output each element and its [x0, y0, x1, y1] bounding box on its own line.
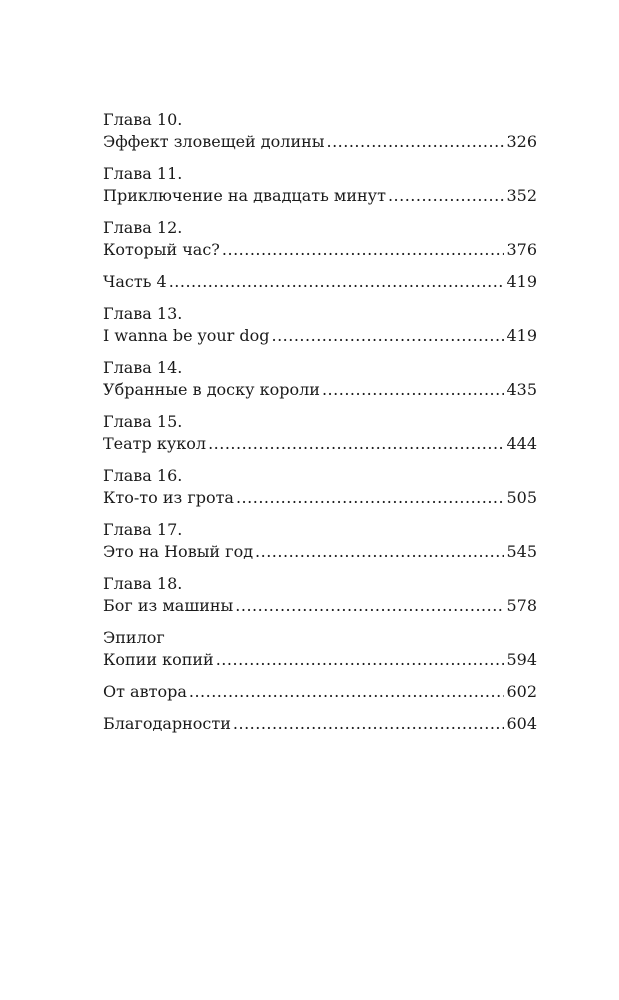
toc-title: От автора [103, 682, 187, 701]
toc-title-line [103, 379, 537, 401]
toc-heading-text: Глава 18. [103, 574, 183, 593]
toc-title: Эффект зловещей долины [103, 132, 325, 151]
toc-page-number: 578 [506, 596, 537, 615]
toc-heading [103, 411, 537, 433]
toc-title: Приключение на двадцать минут [103, 186, 386, 205]
toc-entry-chapter-17 [103, 519, 537, 563]
toc-entry-epilogue [103, 627, 537, 671]
toc-heading-text: Глава 15. [103, 412, 183, 431]
toc-entry-chapter-13 [103, 303, 537, 347]
toc-heading [103, 627, 537, 649]
toc-heading [103, 217, 537, 239]
toc-title-line [103, 595, 537, 617]
toc-title-line [103, 713, 537, 735]
toc-page-number: 604 [506, 714, 537, 733]
toc-entry-from-author [103, 681, 537, 703]
dot-leader [222, 239, 505, 261]
toc-page-number: 352 [506, 186, 537, 205]
toc-heading [103, 303, 537, 325]
dot-leader [233, 713, 505, 735]
toc-heading-text: Глава 10. [103, 110, 183, 129]
toc-page-number: 444 [506, 434, 537, 453]
dot-leader [388, 185, 505, 207]
table-of-contents [103, 109, 537, 735]
toc-entry-chapter-18 [103, 573, 537, 617]
toc-title-line [103, 433, 537, 455]
toc-page-number: 376 [506, 240, 537, 259]
toc-title: Часть 4 [103, 272, 167, 291]
toc-heading-text: Эпилог [103, 628, 165, 647]
toc-entry-part-4 [103, 271, 537, 293]
toc-title-line [103, 541, 537, 563]
toc-heading-text: Глава 13. [103, 304, 183, 323]
toc-heading-text: Глава 14. [103, 358, 183, 377]
toc-title-line [103, 271, 537, 293]
toc-title: Убранные в доску короли [103, 380, 320, 399]
toc-title: I wanna be your dog [103, 326, 270, 345]
toc-heading [103, 465, 537, 487]
toc-title-line [103, 185, 537, 207]
toc-title-line [103, 131, 537, 153]
toc-heading [103, 357, 537, 379]
toc-page-number: 594 [506, 650, 537, 669]
toc-title-line [103, 649, 537, 671]
toc-title-line [103, 681, 537, 703]
toc-entry-chapter-16 [103, 465, 537, 509]
toc-heading [103, 109, 537, 131]
toc-page-number: 419 [506, 272, 537, 291]
toc-heading-text: Глава 16. [103, 466, 183, 485]
dot-leader [236, 487, 504, 509]
toc-title: Кто-то из грота [103, 488, 234, 507]
dot-leader [169, 271, 505, 293]
dot-leader [327, 131, 505, 153]
toc-heading-text: Глава 11. [103, 164, 183, 183]
toc-page-number: 326 [506, 132, 537, 151]
toc-heading-text: Глава 12. [103, 218, 183, 237]
dot-leader [272, 325, 505, 347]
toc-title-line [103, 239, 537, 261]
toc-title: Театр кукол [103, 434, 207, 453]
toc-entry-chapter-10 [103, 109, 537, 153]
toc-entry-chapter-11 [103, 163, 537, 207]
dot-leader [255, 541, 504, 563]
toc-title-line [103, 325, 537, 347]
toc-title: Благодарности [103, 714, 231, 733]
toc-page-number: 545 [506, 542, 537, 561]
toc-title: Копии копий [103, 650, 214, 669]
toc-entry-acknowledgements [103, 713, 537, 735]
dot-leader [208, 433, 504, 455]
toc-heading [103, 519, 537, 541]
toc-heading-text: Глава 17. [103, 520, 183, 539]
toc-entry-chapter-15 [103, 411, 537, 455]
dot-leader [322, 379, 504, 401]
toc-page-number: 505 [506, 488, 537, 507]
toc-page-number: 602 [506, 682, 537, 701]
toc-title: Который час? [103, 240, 220, 259]
dot-leader [189, 681, 505, 703]
toc-title: Это на Новый год [103, 542, 254, 561]
toc-heading [103, 573, 537, 595]
toc-title-line [103, 487, 537, 509]
toc-page-number: 435 [506, 380, 537, 399]
toc-title: Бог из машины [103, 596, 234, 615]
toc-entry-chapter-12 [103, 217, 537, 261]
toc-page-number: 419 [506, 326, 537, 345]
dot-leader [235, 595, 504, 617]
toc-entry-chapter-14 [103, 357, 537, 401]
dot-leader [216, 649, 505, 671]
toc-heading [103, 163, 537, 185]
